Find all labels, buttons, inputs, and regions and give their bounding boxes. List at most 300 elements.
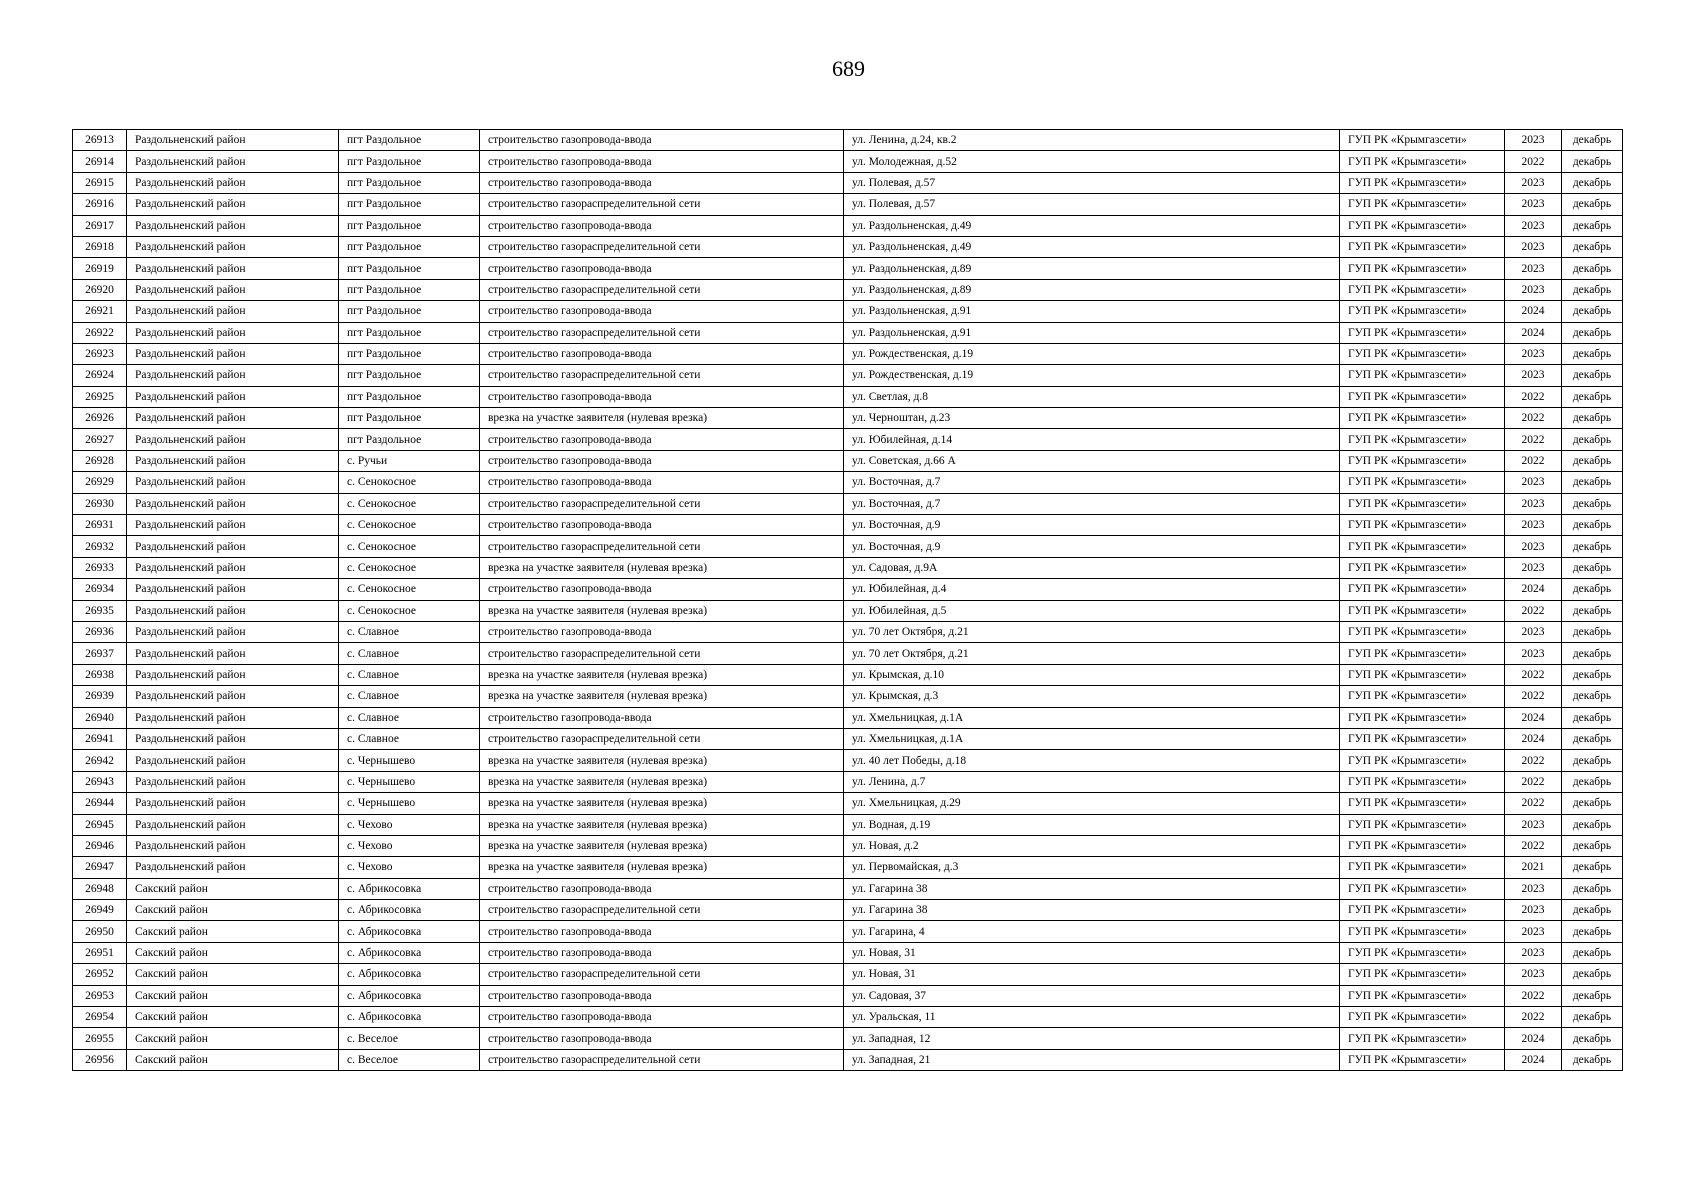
year-cell: 2023 <box>1505 236 1562 257</box>
organization-cell: ГУП РК «Крымгазсети» <box>1340 557 1505 578</box>
month-cell: декабрь <box>1562 750 1623 771</box>
month-cell: декабрь <box>1562 707 1623 728</box>
month-cell: декабрь <box>1562 301 1623 322</box>
address-cell: ул. Полевая, д.57 <box>844 172 1340 193</box>
table-row <box>73 942 1623 963</box>
table-row <box>73 921 1623 942</box>
district-cell: Сакский район <box>127 878 339 899</box>
district-cell: Раздольненский район <box>127 600 339 621</box>
year-cell: 2023 <box>1505 258 1562 279</box>
district-cell: Сакский район <box>127 1007 339 1028</box>
address-cell: ул. Гагарина 38 <box>844 900 1340 921</box>
row-number-cell: 26921 <box>73 301 127 322</box>
organization-cell: ГУП РК «Крымгазсети» <box>1340 279 1505 300</box>
organization-cell: ГУП РК «Крымгазсети» <box>1340 985 1505 1006</box>
organization-cell: ГУП РК «Крымгазсети» <box>1340 793 1505 814</box>
organization-cell: ГУП РК «Крымгазсети» <box>1340 493 1505 514</box>
settlement-cell: с. Сенокосное <box>339 600 480 621</box>
table-row <box>73 194 1623 215</box>
organization-cell: ГУП РК «Крымгазсети» <box>1340 365 1505 386</box>
table-row <box>73 322 1623 343</box>
month-cell: декабрь <box>1562 172 1623 193</box>
settlement-cell: с. Абрикосовка <box>339 1007 480 1028</box>
row-number-cell: 26920 <box>73 279 127 300</box>
table-row <box>73 450 1623 471</box>
table-row <box>73 236 1623 257</box>
organization-cell: ГУП РК «Крымгазсети» <box>1340 472 1505 493</box>
year-cell: 2022 <box>1505 664 1562 685</box>
district-cell: Раздольненский район <box>127 215 339 236</box>
address-cell: ул. Светлая, д.8 <box>844 386 1340 407</box>
table-row <box>73 515 1623 536</box>
settlement-cell: с. Ручьи <box>339 450 480 471</box>
month-cell: декабрь <box>1562 151 1623 172</box>
settlement-cell: с. Чехово <box>339 814 480 835</box>
work-type-cell: строительство газораспределительной сети <box>480 365 844 386</box>
settlement-cell: с. Славное <box>339 686 480 707</box>
year-cell: 2023 <box>1505 643 1562 664</box>
work-type-cell: врезка на участке заявителя (нулевая врезка) <box>480 664 844 685</box>
row-number-cell: 26914 <box>73 151 127 172</box>
work-type-cell: строительство газопровода-ввода <box>480 301 844 322</box>
month-cell: декабрь <box>1562 1028 1623 1049</box>
district-cell: Раздольненский район <box>127 643 339 664</box>
work-type-cell: строительство газораспределительной сети <box>480 900 844 921</box>
month-cell: декабрь <box>1562 878 1623 899</box>
address-cell: ул. Раздольненская, д.49 <box>844 215 1340 236</box>
address-cell: ул. Гагарина, 4 <box>844 921 1340 942</box>
address-cell: ул. Черноштан, д.23 <box>844 408 1340 429</box>
table-row <box>73 343 1623 364</box>
row-number-cell: 26929 <box>73 472 127 493</box>
year-cell: 2022 <box>1505 408 1562 429</box>
year-cell: 2022 <box>1505 686 1562 707</box>
month-cell: декабрь <box>1562 857 1623 878</box>
organization-cell: ГУП РК «Крымгазсети» <box>1340 450 1505 471</box>
row-number-cell: 26942 <box>73 750 127 771</box>
row-number-cell: 26924 <box>73 365 127 386</box>
settlement-cell: с. Славное <box>339 728 480 749</box>
work-type-cell: строительство газопровода-ввода <box>480 258 844 279</box>
work-type-cell: строительство газопровода-ввода <box>480 707 844 728</box>
settlement-cell: с. Веселое <box>339 1049 480 1070</box>
row-number-cell: 26948 <box>73 878 127 899</box>
organization-cell: ГУП РК «Крымгазсети» <box>1340 322 1505 343</box>
month-cell: декабрь <box>1562 536 1623 557</box>
district-cell: Раздольненский район <box>127 621 339 642</box>
year-cell: 2023 <box>1505 921 1562 942</box>
district-cell: Раздольненский район <box>127 515 339 536</box>
settlement-cell: с. Сенокосное <box>339 536 480 557</box>
month-cell: декабрь <box>1562 921 1623 942</box>
settlement-cell: с. Абрикосовка <box>339 985 480 1006</box>
district-cell: Раздольненский район <box>127 814 339 835</box>
address-cell: ул. Раздольненская, д.91 <box>844 322 1340 343</box>
work-type-cell: врезка на участке заявителя (нулевая врезка) <box>480 408 844 429</box>
organization-cell: ГУП РК «Крымгазсети» <box>1340 130 1505 151</box>
settlement-cell: с. Чернышево <box>339 771 480 792</box>
year-cell: 2023 <box>1505 194 1562 215</box>
row-number-cell: 26917 <box>73 215 127 236</box>
settlement-cell: с. Чернышево <box>339 793 480 814</box>
organization-cell: ГУП РК «Крымгазсети» <box>1340 621 1505 642</box>
organization-cell: ГУП РК «Крымгазсети» <box>1340 172 1505 193</box>
work-type-cell: строительство газопровода-ввода <box>480 1028 844 1049</box>
address-cell: ул. Водная, д.19 <box>844 814 1340 835</box>
row-number-cell: 26923 <box>73 343 127 364</box>
table-row <box>73 964 1623 985</box>
month-cell: декабрь <box>1562 621 1623 642</box>
year-cell: 2023 <box>1505 557 1562 578</box>
settlement-cell: пгт Раздольное <box>339 408 480 429</box>
address-cell: ул. Полевая, д.57 <box>844 194 1340 215</box>
row-number-cell: 26932 <box>73 536 127 557</box>
settlement-cell: пгт Раздольное <box>339 215 480 236</box>
table-row <box>73 814 1623 835</box>
district-cell: Раздольненский район <box>127 130 339 151</box>
organization-cell: ГУП РК «Крымгазсети» <box>1340 194 1505 215</box>
district-cell: Раздольненский район <box>127 493 339 514</box>
settlement-cell: с. Абрикосовка <box>339 900 480 921</box>
address-cell: ул. Юбилейная, д.14 <box>844 429 1340 450</box>
settlement-cell: с. Абрикосовка <box>339 921 480 942</box>
address-cell: ул. Раздольненская, д.91 <box>844 301 1340 322</box>
year-cell: 2024 <box>1505 1049 1562 1070</box>
address-cell: ул. Советская, д.66 А <box>844 450 1340 471</box>
address-cell: ул. Новая, 31 <box>844 942 1340 963</box>
year-cell: 2024 <box>1505 728 1562 749</box>
address-cell: ул. 70 лет Октября, д.21 <box>844 621 1340 642</box>
organization-cell: ГУП РК «Крымгазсети» <box>1340 878 1505 899</box>
address-cell: ул. Восточная, д.9 <box>844 515 1340 536</box>
table-row <box>73 621 1623 642</box>
work-type-cell: строительство газораспределительной сети <box>480 964 844 985</box>
table-row <box>73 771 1623 792</box>
month-cell: декабрь <box>1562 793 1623 814</box>
row-number-cell: 26940 <box>73 707 127 728</box>
organization-cell: ГУП РК «Крымгазсети» <box>1340 1007 1505 1028</box>
organization-cell: ГУП РК «Крымгазсети» <box>1340 429 1505 450</box>
month-cell: декабрь <box>1562 664 1623 685</box>
month-cell: декабрь <box>1562 322 1623 343</box>
row-number-cell: 26934 <box>73 579 127 600</box>
month-cell: декабрь <box>1562 194 1623 215</box>
table-row <box>73 728 1623 749</box>
year-cell: 2022 <box>1505 386 1562 407</box>
table-row <box>73 643 1623 664</box>
row-number-cell: 26951 <box>73 942 127 963</box>
row-number-cell: 26926 <box>73 408 127 429</box>
work-type-cell: строительство газопровода-ввода <box>480 151 844 172</box>
month-cell: декабрь <box>1562 900 1623 921</box>
year-cell: 2022 <box>1505 151 1562 172</box>
organization-cell: ГУП РК «Крымгазсети» <box>1340 301 1505 322</box>
work-type-cell: строительство газопровода-ввода <box>480 172 844 193</box>
organization-cell: ГУП РК «Крымгазсети» <box>1340 707 1505 728</box>
organization-cell: ГУП РК «Крымгазсети» <box>1340 408 1505 429</box>
district-cell: Раздольненский район <box>127 279 339 300</box>
work-type-cell: врезка на участке заявителя (нулевая врезка) <box>480 857 844 878</box>
month-cell: декабрь <box>1562 258 1623 279</box>
work-type-cell: врезка на участке заявителя (нулевая врезка) <box>480 771 844 792</box>
address-cell: ул. Восточная, д.7 <box>844 472 1340 493</box>
month-cell: декабрь <box>1562 130 1623 151</box>
address-cell: ул. Юбилейная, д.5 <box>844 600 1340 621</box>
month-cell: декабрь <box>1562 557 1623 578</box>
row-number-cell: 26955 <box>73 1028 127 1049</box>
row-number-cell: 26954 <box>73 1007 127 1028</box>
row-number-cell: 26947 <box>73 857 127 878</box>
row-number-cell: 26919 <box>73 258 127 279</box>
address-cell: ул. Юбилейная, д.4 <box>844 579 1340 600</box>
organization-cell: ГУП РК «Крымгазсети» <box>1340 857 1505 878</box>
organization-cell: ГУП РК «Крымгазсети» <box>1340 728 1505 749</box>
year-cell: 2023 <box>1505 279 1562 300</box>
row-number-cell: 26918 <box>73 236 127 257</box>
district-cell: Раздольненский район <box>127 322 339 343</box>
row-number-cell: 26935 <box>73 600 127 621</box>
organization-cell: ГУП РК «Крымгазсети» <box>1340 236 1505 257</box>
settlement-cell: пгт Раздольное <box>339 322 480 343</box>
organization-cell: ГУП РК «Крымгазсети» <box>1340 643 1505 664</box>
row-number-cell: 26952 <box>73 964 127 985</box>
year-cell: 2022 <box>1505 450 1562 471</box>
table-row <box>73 557 1623 578</box>
address-cell: ул. Крымская, д.10 <box>844 664 1340 685</box>
address-cell: ул. Хмельницкая, д.1А <box>844 707 1340 728</box>
district-cell: Раздольненский район <box>127 579 339 600</box>
table-row <box>73 686 1623 707</box>
district-cell: Раздольненский район <box>127 450 339 471</box>
gas-connection-table <box>72 129 1623 1071</box>
district-cell: Сакский район <box>127 964 339 985</box>
table-row <box>73 172 1623 193</box>
settlement-cell: пгт Раздольное <box>339 301 480 322</box>
page-number: 689 <box>832 56 865 81</box>
district-cell: Раздольненский район <box>127 236 339 257</box>
work-type-cell: строительство газораспределительной сети <box>480 493 844 514</box>
year-cell: 2021 <box>1505 857 1562 878</box>
work-type-cell: строительство газораспределительной сети <box>480 643 844 664</box>
address-cell: ул. Западная, 21 <box>844 1049 1340 1070</box>
settlement-cell: пгт Раздольное <box>339 279 480 300</box>
year-cell: 2023 <box>1505 472 1562 493</box>
row-number-cell: 26937 <box>73 643 127 664</box>
row-number-cell: 26941 <box>73 728 127 749</box>
district-cell: Раздольненский район <box>127 707 339 728</box>
table-row <box>73 793 1623 814</box>
month-cell: декабрь <box>1562 343 1623 364</box>
district-cell: Раздольненский район <box>127 386 339 407</box>
work-type-cell: строительство газораспределительной сети <box>480 728 844 749</box>
address-cell: ул. Крымская, д.3 <box>844 686 1340 707</box>
organization-cell: ГУП РК «Крымгазсети» <box>1340 686 1505 707</box>
row-number-cell: 26915 <box>73 172 127 193</box>
settlement-cell: пгт Раздольное <box>339 258 480 279</box>
organization-cell: ГУП РК «Крымгазсети» <box>1340 964 1505 985</box>
address-cell: ул. Рождественская, д.19 <box>844 365 1340 386</box>
month-cell: декабрь <box>1562 279 1623 300</box>
year-cell: 2022 <box>1505 793 1562 814</box>
table-row <box>73 130 1623 151</box>
table-row <box>73 301 1623 322</box>
work-type-cell: врезка на участке заявителя (нулевая врезка) <box>480 793 844 814</box>
year-cell: 2024 <box>1505 301 1562 322</box>
settlement-cell: с. Сенокосное <box>339 515 480 536</box>
month-cell: декабрь <box>1562 386 1623 407</box>
row-number-cell: 26950 <box>73 921 127 942</box>
address-cell: ул. Восточная, д.9 <box>844 536 1340 557</box>
address-cell: ул. Ленина, д.24, кв.2 <box>844 130 1340 151</box>
month-cell: декабрь <box>1562 215 1623 236</box>
year-cell: 2023 <box>1505 515 1562 536</box>
table-row <box>73 386 1623 407</box>
row-number-cell: 26928 <box>73 450 127 471</box>
settlement-cell: пгт Раздольное <box>339 194 480 215</box>
district-cell: Раздольненский район <box>127 835 339 856</box>
work-type-cell: строительство газораспределительной сети <box>480 322 844 343</box>
address-cell: ул. Раздольненская, д.49 <box>844 236 1340 257</box>
table-row <box>73 664 1623 685</box>
organization-cell: ГУП РК «Крымгазсети» <box>1340 258 1505 279</box>
organization-cell: ГУП РК «Крымгазсети» <box>1340 664 1505 685</box>
row-number-cell: 26936 <box>73 621 127 642</box>
organization-cell: ГУП РК «Крымгазсети» <box>1340 942 1505 963</box>
row-number-cell: 26933 <box>73 557 127 578</box>
organization-cell: ГУП РК «Крымгазсети» <box>1340 579 1505 600</box>
row-number-cell: 26944 <box>73 793 127 814</box>
district-cell: Сакский район <box>127 942 339 963</box>
settlement-cell: пгт Раздольное <box>339 343 480 364</box>
district-cell: Сакский район <box>127 900 339 921</box>
month-cell: декабрь <box>1562 728 1623 749</box>
work-type-cell: строительство газопровода-ввода <box>480 130 844 151</box>
table-row <box>73 1007 1623 1028</box>
work-type-cell: врезка на участке заявителя (нулевая врезка) <box>480 814 844 835</box>
year-cell: 2023 <box>1505 172 1562 193</box>
settlement-cell: пгт Раздольное <box>339 429 480 450</box>
district-cell: Раздольненский район <box>127 365 339 386</box>
settlement-cell: с. Славное <box>339 643 480 664</box>
address-cell: ул. Молодежная, д.52 <box>844 151 1340 172</box>
table-row <box>73 900 1623 921</box>
district-cell: Раздольненский район <box>127 172 339 193</box>
organization-cell: ГУП РК «Крымгазсети» <box>1340 151 1505 172</box>
district-cell: Раздольненский район <box>127 408 339 429</box>
district-cell: Раздольненский район <box>127 301 339 322</box>
address-cell: ул. Садовая, 37 <box>844 985 1340 1006</box>
work-type-cell: строительство газораспределительной сети <box>480 1049 844 1070</box>
row-number-cell: 26939 <box>73 686 127 707</box>
organization-cell: ГУП РК «Крымгазсети» <box>1340 343 1505 364</box>
month-cell: декабрь <box>1562 814 1623 835</box>
year-cell: 2024 <box>1505 1028 1562 1049</box>
month-cell: декабрь <box>1562 450 1623 471</box>
row-number-cell: 26913 <box>73 130 127 151</box>
row-number-cell: 26925 <box>73 386 127 407</box>
work-type-cell: строительство газораспределительной сети <box>480 279 844 300</box>
year-cell: 2023 <box>1505 964 1562 985</box>
address-cell: ул. Восточная, д.7 <box>844 493 1340 514</box>
settlement-cell: пгт Раздольное <box>339 151 480 172</box>
month-cell: декабрь <box>1562 429 1623 450</box>
settlement-cell: с. Славное <box>339 664 480 685</box>
settlement-cell: с. Сенокосное <box>339 472 480 493</box>
address-cell: ул. Садовая, д.9А <box>844 557 1340 578</box>
district-cell: Раздольненский район <box>127 429 339 450</box>
organization-cell: ГУП РК «Крымгазсети» <box>1340 215 1505 236</box>
district-cell: Раздольненский район <box>127 793 339 814</box>
month-cell: декабрь <box>1562 964 1623 985</box>
address-cell: ул. Рождественская, д.19 <box>844 343 1340 364</box>
district-cell: Раздольненский район <box>127 857 339 878</box>
settlement-cell: пгт Раздольное <box>339 172 480 193</box>
organization-cell: ГУП РК «Крымгазсети» <box>1340 771 1505 792</box>
work-type-cell: строительство газораспределительной сети <box>480 536 844 557</box>
district-cell: Раздольненский район <box>127 771 339 792</box>
district-cell: Раздольненский район <box>127 557 339 578</box>
month-cell: декабрь <box>1562 985 1623 1006</box>
year-cell: 2023 <box>1505 942 1562 963</box>
month-cell: декабрь <box>1562 579 1623 600</box>
row-number-cell: 26927 <box>73 429 127 450</box>
month-cell: декабрь <box>1562 643 1623 664</box>
year-cell: 2023 <box>1505 814 1562 835</box>
row-number-cell: 26916 <box>73 194 127 215</box>
work-type-cell: строительство газопровода-ввода <box>480 985 844 1006</box>
district-cell: Сакский район <box>127 1049 339 1070</box>
district-cell: Раздольненский район <box>127 343 339 364</box>
row-number-cell: 26931 <box>73 515 127 536</box>
address-cell: ул. Уральская, 11 <box>844 1007 1340 1028</box>
month-cell: декабрь <box>1562 942 1623 963</box>
settlement-cell: с. Чернышево <box>339 750 480 771</box>
organization-cell: ГУП РК «Крымгазсети» <box>1340 386 1505 407</box>
work-type-cell: строительство газопровода-ввода <box>480 215 844 236</box>
table-row <box>73 365 1623 386</box>
district-cell: Сакский район <box>127 921 339 942</box>
district-cell: Раздольненский район <box>127 536 339 557</box>
address-cell: ул. 70 лет Октября, д.21 <box>844 643 1340 664</box>
month-cell: декабрь <box>1562 835 1623 856</box>
work-type-cell: строительство газопровода-ввода <box>480 386 844 407</box>
district-cell: Раздольненский район <box>127 151 339 172</box>
address-cell: ул. Гагарина 38 <box>844 878 1340 899</box>
row-number-cell: 26945 <box>73 814 127 835</box>
year-cell: 2023 <box>1505 130 1562 151</box>
work-type-cell: строительство газопровода-ввода <box>480 515 844 536</box>
district-cell: Раздольненский район <box>127 258 339 279</box>
table-row <box>73 985 1623 1006</box>
table-row <box>73 600 1623 621</box>
table-row <box>73 408 1623 429</box>
year-cell: 2022 <box>1505 985 1562 1006</box>
district-cell: Раздольненский район <box>127 686 339 707</box>
month-cell: декабрь <box>1562 1049 1623 1070</box>
month-cell: декабрь <box>1562 771 1623 792</box>
settlement-cell: пгт Раздольное <box>339 236 480 257</box>
year-cell: 2023 <box>1505 215 1562 236</box>
address-cell: ул. Новая, д.2 <box>844 835 1340 856</box>
month-cell: декабрь <box>1562 472 1623 493</box>
year-cell: 2022 <box>1505 1007 1562 1028</box>
organization-cell: ГУП РК «Крымгазсети» <box>1340 900 1505 921</box>
address-cell: ул. 40 лет Победы, д.18 <box>844 750 1340 771</box>
district-cell: Раздольненский район <box>127 750 339 771</box>
district-cell: Раздольненский район <box>127 472 339 493</box>
table-row <box>73 835 1623 856</box>
table-row <box>73 258 1623 279</box>
